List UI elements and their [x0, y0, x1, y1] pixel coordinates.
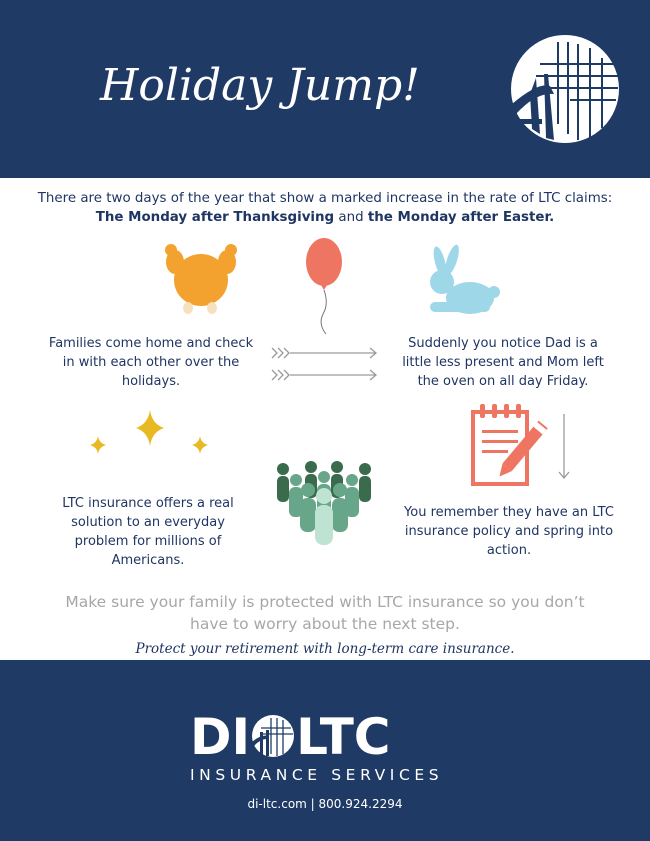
intro-highlight-line [20, 208, 630, 227]
header-logo-icon [510, 34, 620, 144]
people-group-icon [274, 460, 374, 546]
down-arrow-icon [556, 414, 572, 482]
step-caption-action: You remember they have an LTC insurance policy and spring into action. [404, 505, 614, 558]
highlight-easter: the Monday after Easter. [367, 210, 555, 225]
step-caption-solution: LTC insurance offers a real solution to an everyday problem for millions of Americans. [62, 496, 234, 568]
intro-connector: and [338, 210, 364, 225]
sparkles-icon [88, 410, 212, 458]
bunny-icon [422, 244, 502, 314]
turkey-icon [163, 242, 239, 316]
brand-bridge-icon [251, 714, 295, 758]
highlight-thanksgiving: The Monday after Thanksgiving [95, 210, 335, 225]
arrows-icon [270, 344, 380, 384]
closing-message: Make sure your family is protected with LTC insurance so you don’t have to worry about the next step. [65, 593, 585, 633]
brand-subtitle: INSURANCE SERVICES [190, 766, 444, 784]
checklist-icon [470, 404, 550, 488]
tagline: Protect your retirement with long-term care insurance. [135, 641, 515, 657]
brand-di: DI [190, 708, 251, 766]
brand-logo [190, 708, 460, 766]
page-title: Holiday Jump! [100, 60, 420, 111]
intro-line: There are two days of the year that show a marked increase in the rate of LTC claims: [37, 191, 613, 206]
brand-ltc: LTC [296, 708, 391, 766]
intro-text [20, 189, 630, 227]
step-caption-families: Families come home and check in with each other over the holidays. [48, 336, 254, 389]
contact-info: di-ltc.com | 800.924.2294 [247, 797, 403, 811]
step-caption-notice: Suddenly you notice Dad is a little less present and Mom left the oven on all day Friday. [402, 336, 604, 389]
balloon-icon [301, 236, 347, 336]
